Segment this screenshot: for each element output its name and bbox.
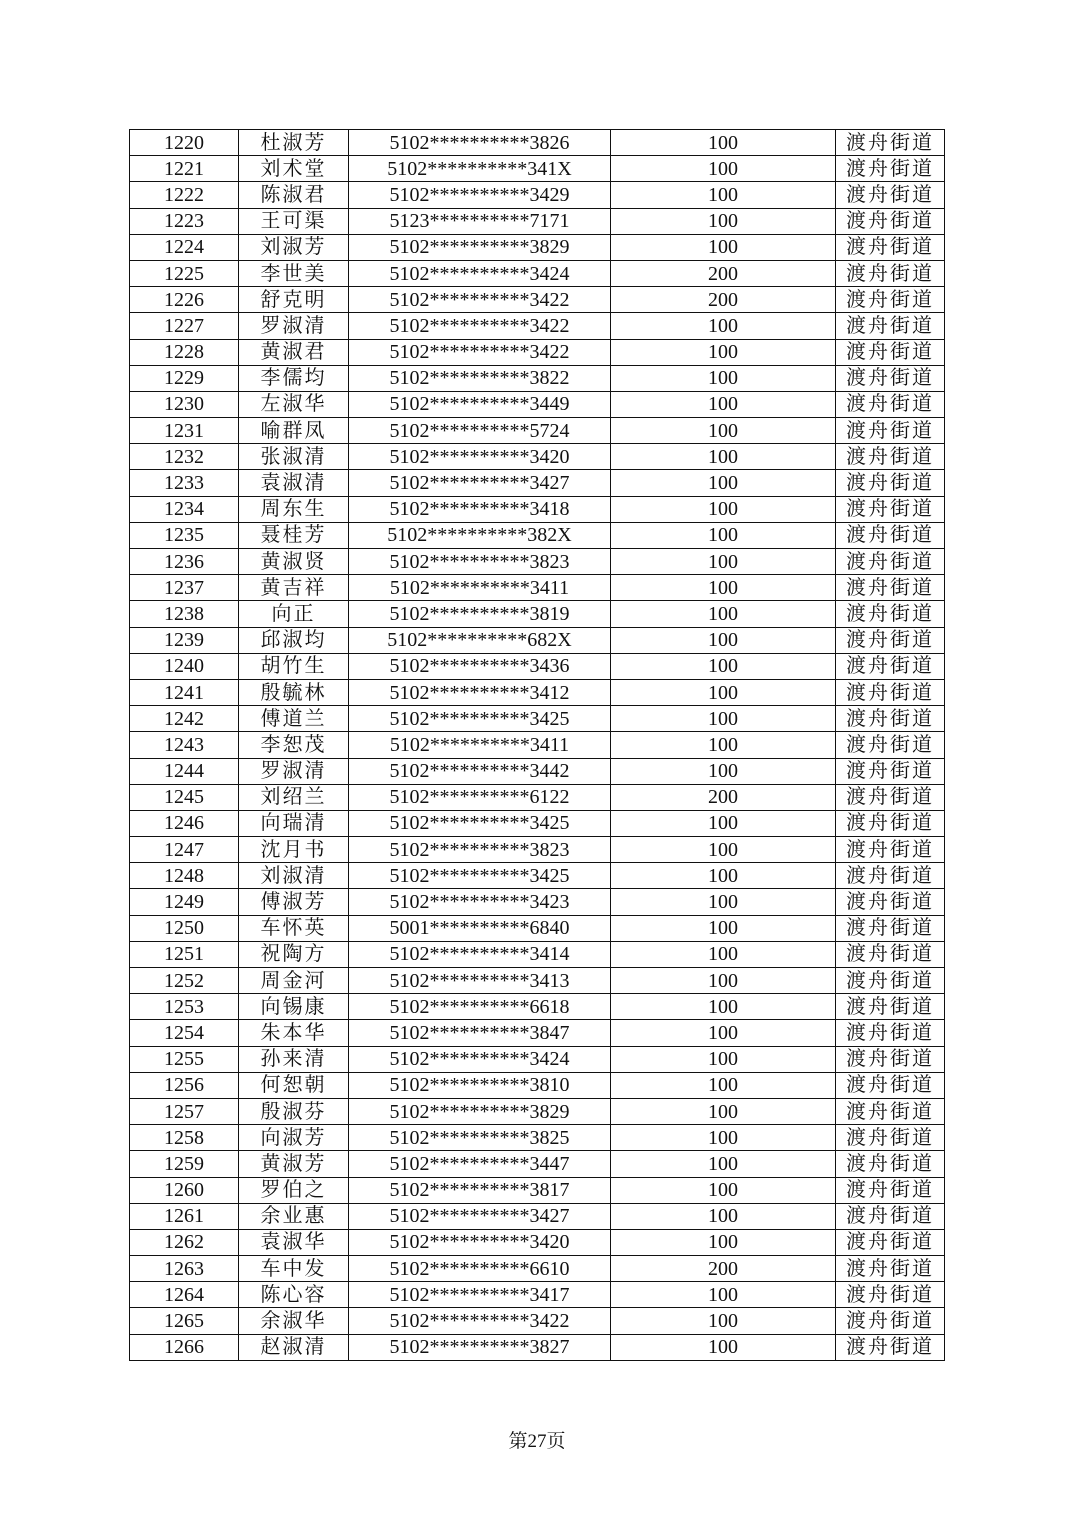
name-cell: 向淑芳 — [239, 1125, 349, 1151]
amount-cell: 100 — [611, 915, 836, 941]
record-table — [129, 129, 945, 1361]
table-row — [130, 1098, 945, 1124]
name-cell: 车中发 — [239, 1256, 349, 1282]
amount-cell: 100 — [611, 653, 836, 679]
row-number-cell: 1251 — [130, 941, 239, 967]
table-row — [130, 130, 945, 156]
amount-cell: 100 — [611, 706, 836, 732]
table-row — [130, 391, 945, 417]
table-row — [130, 1177, 945, 1203]
amount-cell: 100 — [611, 365, 836, 391]
name-cell: 聂桂芳 — [239, 522, 349, 548]
area-cell: 渡舟街道 — [836, 1282, 945, 1308]
amount-cell: 100 — [611, 889, 836, 915]
id-number-cell: 5102**********3422 — [349, 313, 611, 339]
name-cell: 黄淑贤 — [239, 549, 349, 575]
amount-cell: 100 — [611, 1229, 836, 1255]
amount-cell: 200 — [611, 260, 836, 286]
area-cell: 渡舟街道 — [836, 522, 945, 548]
row-number-cell: 1246 — [130, 810, 239, 836]
row-number-cell: 1256 — [130, 1072, 239, 1098]
table-row — [130, 365, 945, 391]
page-number: 第27页 — [508, 1431, 566, 1452]
id-number-cell: 5102**********3425 — [349, 706, 611, 732]
table-row — [130, 1256, 945, 1282]
table-row — [130, 313, 945, 339]
id-number-cell: 5102**********3420 — [349, 444, 611, 470]
area-cell: 渡舟街道 — [836, 549, 945, 575]
area-cell: 渡舟街道 — [836, 156, 945, 182]
id-number-cell: 5102**********3413 — [349, 968, 611, 994]
table-row — [130, 208, 945, 234]
table-row — [130, 994, 945, 1020]
table-row — [130, 444, 945, 470]
area-cell: 渡舟街道 — [836, 444, 945, 470]
name-cell: 陈淑君 — [239, 182, 349, 208]
amount-cell: 100 — [611, 968, 836, 994]
area-cell: 渡舟街道 — [836, 575, 945, 601]
amount-cell: 100 — [611, 549, 836, 575]
row-number-cell: 1226 — [130, 287, 239, 313]
area-cell: 渡舟街道 — [836, 994, 945, 1020]
id-number-cell: 5102**********682X — [349, 627, 611, 653]
row-number-cell: 1260 — [130, 1177, 239, 1203]
table-row — [130, 810, 945, 836]
amount-cell: 100 — [611, 1151, 836, 1177]
id-number-cell: 5102**********3417 — [349, 1282, 611, 1308]
row-number-cell: 1230 — [130, 391, 239, 417]
area-cell: 渡舟街道 — [836, 601, 945, 627]
id-number-cell: 5102**********3425 — [349, 810, 611, 836]
id-number-cell: 5102**********3412 — [349, 679, 611, 705]
table-row — [130, 941, 945, 967]
amount-cell: 100 — [611, 339, 836, 365]
name-cell: 陈心容 — [239, 1282, 349, 1308]
id-number-cell: 5102**********3826 — [349, 130, 611, 156]
name-cell: 孙来清 — [239, 1046, 349, 1072]
amount-cell: 100 — [611, 522, 836, 548]
id-number-cell: 5102**********3829 — [349, 1098, 611, 1124]
amount-cell: 100 — [611, 313, 836, 339]
amount-cell: 100 — [611, 1072, 836, 1098]
row-number-cell: 1259 — [130, 1151, 239, 1177]
row-number-cell: 1234 — [130, 496, 239, 522]
table-row — [130, 549, 945, 575]
table-row — [130, 968, 945, 994]
id-number-cell: 5102**********3823 — [349, 549, 611, 575]
amount-cell: 100 — [611, 1308, 836, 1334]
amount-cell: 200 — [611, 784, 836, 810]
name-cell: 袁淑华 — [239, 1229, 349, 1255]
amount-cell: 100 — [611, 679, 836, 705]
name-cell: 傅道兰 — [239, 706, 349, 732]
row-number-cell: 1223 — [130, 208, 239, 234]
area-cell: 渡舟街道 — [836, 837, 945, 863]
table-row — [130, 1151, 945, 1177]
name-cell: 向正 — [239, 601, 349, 627]
area-cell: 渡舟街道 — [836, 758, 945, 784]
id-number-cell: 5102**********3823 — [349, 837, 611, 863]
area-cell: 渡舟街道 — [836, 1020, 945, 1046]
table-row — [130, 1072, 945, 1098]
id-number-cell: 5102**********3429 — [349, 182, 611, 208]
id-number-cell: 5102**********3827 — [349, 1334, 611, 1360]
row-number-cell: 1248 — [130, 863, 239, 889]
amount-cell: 100 — [611, 496, 836, 522]
id-number-cell: 5102**********3411 — [349, 575, 611, 601]
row-number-cell: 1238 — [130, 601, 239, 627]
amount-cell: 100 — [611, 1177, 836, 1203]
table-row — [130, 496, 945, 522]
name-cell: 刘绍兰 — [239, 784, 349, 810]
id-number-cell: 5123**********7171 — [349, 208, 611, 234]
area-cell: 渡舟街道 — [836, 1151, 945, 1177]
table-row — [130, 1229, 945, 1255]
row-number-cell: 1242 — [130, 706, 239, 732]
table-row — [130, 863, 945, 889]
row-number-cell: 1264 — [130, 1282, 239, 1308]
row-number-cell: 1245 — [130, 784, 239, 810]
id-number-cell: 5102**********6122 — [349, 784, 611, 810]
amount-cell: 100 — [611, 1020, 836, 1046]
amount-cell: 100 — [611, 470, 836, 496]
table-row — [130, 915, 945, 941]
row-number-cell: 1231 — [130, 418, 239, 444]
table-row — [130, 627, 945, 653]
table-row — [130, 234, 945, 260]
id-number-cell: 5102**********3418 — [349, 496, 611, 522]
table-row — [130, 156, 945, 182]
id-number-cell: 5102**********3422 — [349, 339, 611, 365]
table-row — [130, 418, 945, 444]
amount-cell: 200 — [611, 287, 836, 313]
area-cell: 渡舟街道 — [836, 1229, 945, 1255]
area-cell: 渡舟街道 — [836, 391, 945, 417]
name-cell: 周金河 — [239, 968, 349, 994]
name-cell: 殷毓林 — [239, 679, 349, 705]
area-cell: 渡舟街道 — [836, 968, 945, 994]
row-number-cell: 1229 — [130, 365, 239, 391]
name-cell: 黄淑君 — [239, 339, 349, 365]
table-row — [130, 182, 945, 208]
row-number-cell: 1228 — [130, 339, 239, 365]
amount-cell: 100 — [611, 863, 836, 889]
amount-cell: 100 — [611, 575, 836, 601]
area-cell: 渡舟街道 — [836, 1308, 945, 1334]
name-cell: 李世美 — [239, 260, 349, 286]
area-cell: 渡舟街道 — [836, 1125, 945, 1151]
name-cell: 喻群凤 — [239, 418, 349, 444]
id-number-cell: 5102**********3414 — [349, 941, 611, 967]
id-number-cell: 5102**********3447 — [349, 1151, 611, 1177]
row-number-cell: 1254 — [130, 1020, 239, 1046]
row-number-cell: 1247 — [130, 837, 239, 863]
id-number-cell: 5102**********3449 — [349, 391, 611, 417]
name-cell: 舒克明 — [239, 287, 349, 313]
row-number-cell: 1255 — [130, 1046, 239, 1072]
name-cell: 向瑞清 — [239, 810, 349, 836]
area-cell: 渡舟街道 — [836, 130, 945, 156]
amount-cell: 100 — [611, 941, 836, 967]
amount-cell: 200 — [611, 1256, 836, 1282]
table-row — [130, 601, 945, 627]
id-number-cell: 5102**********3427 — [349, 470, 611, 496]
amount-cell: 100 — [611, 1282, 836, 1308]
id-number-cell: 5102**********3436 — [349, 653, 611, 679]
row-number-cell: 1265 — [130, 1308, 239, 1334]
area-cell: 渡舟街道 — [836, 1098, 945, 1124]
table-row — [130, 732, 945, 758]
area-cell: 渡舟街道 — [836, 287, 945, 313]
amount-cell: 100 — [611, 758, 836, 784]
id-number-cell: 5001**********6840 — [349, 915, 611, 941]
table-row — [130, 706, 945, 732]
row-number-cell: 1258 — [130, 1125, 239, 1151]
area-cell: 渡舟街道 — [836, 1203, 945, 1229]
name-cell: 周东生 — [239, 496, 349, 522]
id-number-cell: 5102**********341X — [349, 156, 611, 182]
area-cell: 渡舟街道 — [836, 1072, 945, 1098]
row-number-cell: 1261 — [130, 1203, 239, 1229]
id-number-cell: 5102**********3817 — [349, 1177, 611, 1203]
id-number-cell: 5102**********6618 — [349, 994, 611, 1020]
amount-cell: 100 — [611, 1125, 836, 1151]
name-cell: 罗淑清 — [239, 313, 349, 339]
row-number-cell: 1244 — [130, 758, 239, 784]
amount-cell: 100 — [611, 1334, 836, 1360]
row-number-cell: 1263 — [130, 1256, 239, 1282]
row-number-cell: 1262 — [130, 1229, 239, 1255]
id-number-cell: 5102**********3825 — [349, 1125, 611, 1151]
row-number-cell: 1224 — [130, 234, 239, 260]
name-cell: 车怀英 — [239, 915, 349, 941]
area-cell: 渡舟街道 — [836, 260, 945, 286]
table-row — [130, 1020, 945, 1046]
id-number-cell: 5102**********3442 — [349, 758, 611, 784]
id-number-cell: 5102**********3425 — [349, 863, 611, 889]
table-row — [130, 1334, 945, 1360]
name-cell: 胡竹生 — [239, 653, 349, 679]
name-cell: 赵淑清 — [239, 1334, 349, 1360]
amount-cell: 100 — [611, 732, 836, 758]
row-number-cell: 1227 — [130, 313, 239, 339]
name-cell: 殷淑芬 — [239, 1098, 349, 1124]
area-cell: 渡舟街道 — [836, 1046, 945, 1072]
name-cell: 黄吉祥 — [239, 575, 349, 601]
table-row — [130, 1203, 945, 1229]
row-number-cell: 1220 — [130, 130, 239, 156]
row-number-cell: 1241 — [130, 679, 239, 705]
id-number-cell: 5102**********5724 — [349, 418, 611, 444]
area-cell: 渡舟街道 — [836, 339, 945, 365]
area-cell: 渡舟街道 — [836, 679, 945, 705]
amount-cell: 100 — [611, 1098, 836, 1124]
name-cell: 傅淑芳 — [239, 889, 349, 915]
row-number-cell: 1252 — [130, 968, 239, 994]
area-cell: 渡舟街道 — [836, 706, 945, 732]
row-number-cell: 1249 — [130, 889, 239, 915]
area-cell: 渡舟街道 — [836, 627, 945, 653]
id-number-cell: 5102**********3847 — [349, 1020, 611, 1046]
table-row — [130, 653, 945, 679]
name-cell: 刘淑清 — [239, 863, 349, 889]
name-cell: 朱本华 — [239, 1020, 349, 1046]
name-cell: 祝陶方 — [239, 941, 349, 967]
amount-cell: 100 — [611, 837, 836, 863]
row-number-cell: 1233 — [130, 470, 239, 496]
amount-cell: 100 — [611, 601, 836, 627]
name-cell: 刘淑芳 — [239, 234, 349, 260]
id-number-cell: 5102**********3810 — [349, 1072, 611, 1098]
name-cell: 袁淑清 — [239, 470, 349, 496]
row-number-cell: 1240 — [130, 653, 239, 679]
row-number-cell: 1257 — [130, 1098, 239, 1124]
table-row — [130, 837, 945, 863]
table-row — [130, 889, 945, 915]
area-cell: 渡舟街道 — [836, 496, 945, 522]
amount-cell: 100 — [611, 994, 836, 1020]
area-cell: 渡舟街道 — [836, 889, 945, 915]
name-cell: 左淑华 — [239, 391, 349, 417]
table-row — [130, 784, 945, 810]
area-cell: 渡舟街道 — [836, 732, 945, 758]
amount-cell: 100 — [611, 130, 836, 156]
row-number-cell: 1225 — [130, 260, 239, 286]
row-number-cell: 1239 — [130, 627, 239, 653]
table-row — [130, 1046, 945, 1072]
table-row — [130, 470, 945, 496]
area-cell: 渡舟街道 — [836, 863, 945, 889]
table-row — [130, 1282, 945, 1308]
table-row — [130, 758, 945, 784]
area-cell: 渡舟街道 — [836, 784, 945, 810]
row-number-cell: 1235 — [130, 522, 239, 548]
name-cell: 李恕茂 — [239, 732, 349, 758]
row-number-cell: 1243 — [130, 732, 239, 758]
area-cell: 渡舟街道 — [836, 234, 945, 260]
table-row — [130, 1308, 945, 1334]
amount-cell: 100 — [611, 391, 836, 417]
table-row — [130, 679, 945, 705]
name-cell: 邱淑均 — [239, 627, 349, 653]
name-cell: 黄淑芳 — [239, 1151, 349, 1177]
area-cell: 渡舟街道 — [836, 941, 945, 967]
name-cell: 王可渠 — [239, 208, 349, 234]
name-cell: 沈月书 — [239, 837, 349, 863]
amount-cell: 100 — [611, 627, 836, 653]
name-cell: 余淑华 — [239, 1308, 349, 1334]
amount-cell: 100 — [611, 444, 836, 470]
area-cell: 渡舟街道 — [836, 313, 945, 339]
row-number-cell: 1232 — [130, 444, 239, 470]
id-number-cell: 5102**********3424 — [349, 260, 611, 286]
id-number-cell: 5102**********382X — [349, 522, 611, 548]
area-cell: 渡舟街道 — [836, 365, 945, 391]
name-cell: 余业惠 — [239, 1203, 349, 1229]
id-number-cell: 5102**********3819 — [349, 601, 611, 627]
name-cell: 罗淑清 — [239, 758, 349, 784]
table-row — [130, 260, 945, 286]
table-row — [130, 1125, 945, 1151]
amount-cell: 100 — [611, 418, 836, 444]
id-number-cell: 5102**********3423 — [349, 889, 611, 915]
name-cell: 杜淑芳 — [239, 130, 349, 156]
id-number-cell: 5102**********3822 — [349, 365, 611, 391]
area-cell: 渡舟街道 — [836, 1256, 945, 1282]
area-cell: 渡舟街道 — [836, 208, 945, 234]
amount-cell: 100 — [611, 182, 836, 208]
area-cell: 渡舟街道 — [836, 1334, 945, 1360]
id-number-cell: 5102**********3424 — [349, 1046, 611, 1072]
area-cell: 渡舟街道 — [836, 182, 945, 208]
amount-cell: 100 — [611, 810, 836, 836]
name-cell: 罗伯之 — [239, 1177, 349, 1203]
id-number-cell: 5102**********3420 — [349, 1229, 611, 1255]
row-number-cell: 1237 — [130, 575, 239, 601]
name-cell: 刘术堂 — [239, 156, 349, 182]
table-row — [130, 522, 945, 548]
amount-cell: 100 — [611, 1046, 836, 1072]
name-cell: 张淑清 — [239, 444, 349, 470]
id-number-cell: 5102**********6610 — [349, 1256, 611, 1282]
amount-cell: 100 — [611, 156, 836, 182]
id-number-cell: 5102**********3829 — [349, 234, 611, 260]
area-cell: 渡舟街道 — [836, 653, 945, 679]
amount-cell: 100 — [611, 234, 836, 260]
table-row — [130, 287, 945, 313]
area-cell: 渡舟街道 — [836, 915, 945, 941]
id-number-cell: 5102**********3422 — [349, 287, 611, 313]
row-number-cell: 1253 — [130, 994, 239, 1020]
amount-cell: 100 — [611, 1203, 836, 1229]
area-cell: 渡舟街道 — [836, 810, 945, 836]
name-cell: 何恕朝 — [239, 1072, 349, 1098]
row-number-cell: 1250 — [130, 915, 239, 941]
amount-cell: 100 — [611, 208, 836, 234]
id-number-cell: 5102**********3427 — [349, 1203, 611, 1229]
area-cell: 渡舟街道 — [836, 1177, 945, 1203]
row-number-cell: 1236 — [130, 549, 239, 575]
area-cell: 渡舟街道 — [836, 418, 945, 444]
table-row — [130, 575, 945, 601]
id-number-cell: 5102**********3411 — [349, 732, 611, 758]
row-number-cell: 1266 — [130, 1334, 239, 1360]
row-number-cell: 1222 — [130, 182, 239, 208]
area-cell: 渡舟街道 — [836, 470, 945, 496]
id-number-cell: 5102**********3422 — [349, 1308, 611, 1334]
record-table-body — [130, 130, 945, 1361]
row-number-cell: 1221 — [130, 156, 239, 182]
name-cell: 李儒均 — [239, 365, 349, 391]
name-cell: 向锡康 — [239, 994, 349, 1020]
table-row — [130, 339, 945, 365]
